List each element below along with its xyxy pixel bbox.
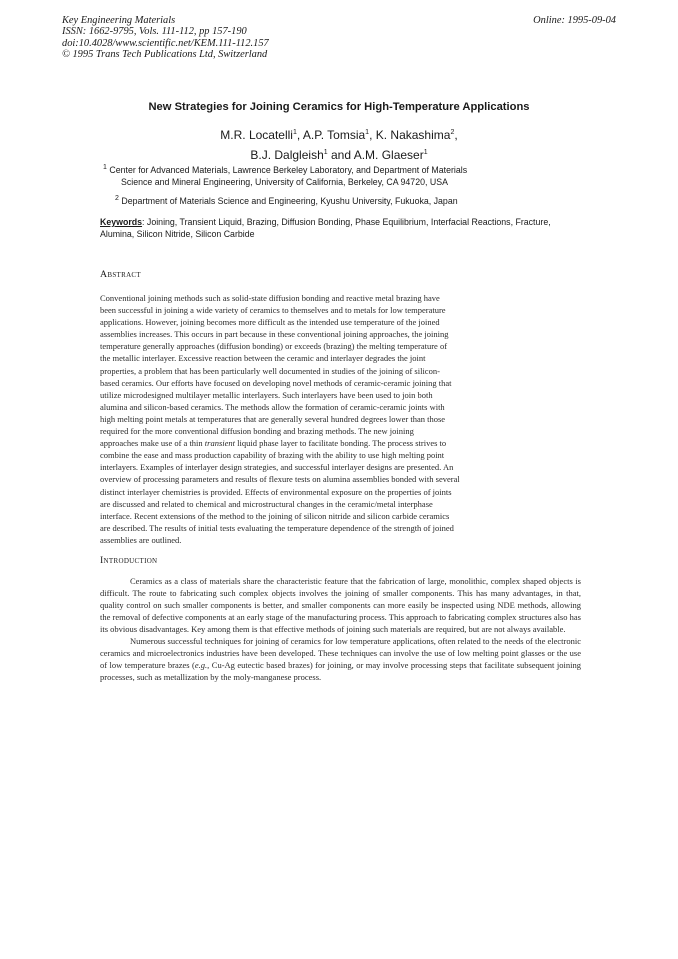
journal-issn: ISSN: 1662-9795, Vols. 111-112, pp 157-190 (62, 26, 247, 38)
introduction-emphasis: e.g. (194, 660, 208, 671)
journal-copyright: © 1995 Trans Tech Publications Ltd, Switzerland (62, 48, 268, 60)
abstract-line: properties, a problem that has been particularly well documented in studies of the joining of silicon- (100, 365, 440, 376)
affiliation-mark: 1 (103, 164, 107, 171)
keywords (100, 217, 580, 241)
abstract-line: Conventional joining methods such as solid-state diffusion bonding and reactive metal brazing have (100, 293, 440, 303)
abstract-line: temperature generally approaches (diffusion bonding) or exceeds (brazing) the melting temperature of (100, 341, 448, 352)
journal-doi[interactable]: doi:10.4028/www.scientific.net/KEM.111-112.157 (62, 37, 269, 49)
author-line-1: M.R. Locatelli$^1$, A.P. Tomsia$^1$, K. Nakashima$^2$, (220, 128, 458, 142)
abstract-line: interlayers. Examples of interlayer design strategies, and successful interlayer designs are presented. An (100, 462, 454, 473)
abstract-line: assemblies are outlined. (100, 534, 182, 545)
abstract-line: interface. Recent extensions of the method to the joining of silicon nitride and silicon carbide ceramics (100, 510, 450, 521)
paper-title: New Strategies for Joining Ceramics for High-Temperature Applications (148, 101, 530, 113)
introduction-paragraph: Numerous successful techniques for joining of ceramics for low temperature applications, often related to the needs of the electronic ceramics and microelectronics industries have been developed. These techniques can involve the use of low melting point glasses or the use of low temperature brazes (e.g., Cu-Ag eutectic based brazes) for joining, or may involve processing steps that facilitate subsequent joining processes, such as metallization by the moly-manganese process. (100, 636, 581, 683)
journal-name: Key Engineering Materials (62, 15, 176, 26)
abstract-line: based ceramics. Our efforts have focused on developing novel methods of ceramic-ceramic joining that (100, 377, 452, 388)
introduction-paragraph: Ceramics as a class of materials share the characteristic feature that the fabrication of large, monolithic, complex shaped objects is difficult. The route to fabricating such complex objects involves the joining of smaller components. This has many advantages, in that, quality control on such smaller components is better, and smaller components can more easily be inspected using NDE methods, allowing the removal of defective components at an early stage of the manufacturing process. This approach to fabricating complex structures also has its obvious disadvantages. Key among them is that effective methods of joining such materials are required, but are not always available. (100, 576, 581, 635)
author-affiliation-mark: 1 (292, 129, 297, 136)
affiliation-text: Science and Mineral Engineering, University of California, Berkeley, CA 94720, USA (121, 176, 448, 187)
abstract-line: utilize microdesigned multilayer metallic interlayers. Such interlayers have been used to join both (100, 389, 433, 400)
affiliation-mark: 2 (115, 195, 119, 202)
abstract-line: been successful in joining a wide variety of ceramics to themselves and to metals for low temperature (100, 305, 446, 316)
abstract-line: high melting point metals at temperatures that are generally several hundred degrees lower than those (100, 413, 446, 424)
abstract-line: assemblies increases. This occurs in part because in these conventional joining approaches, the joining (100, 329, 449, 340)
abstract-line: combine the ease and mass production capability of brazing with the ability to use high melting point (100, 450, 445, 461)
author-affiliation-mark: 1 (323, 149, 328, 156)
abstract-line: overview of processing parameters and results of flexure tests on alumina assemblies bonded with several (100, 474, 460, 485)
affiliation-text: Department of Materials Science and Engineering, Kyushu University, Fukuoka, Japan (121, 195, 458, 206)
abstract-line: are discussed and related to chemical and microstructural changes in the ceramic/metal interphase (100, 498, 433, 509)
author-name: K. Nakashima (375, 128, 451, 142)
keywords-text: : Joining, Transient Liquid, Brazing, Diffusion Bonding, Phase Equilibrium, Interfacial Reactions, Fracture, Alumina, Silicon Nitride, Silicon Carbide (100, 217, 551, 239)
affiliation-text: Center for Advanced Materials, Lawrence Berkeley Laboratory, and Department of Materials (109, 164, 468, 175)
abstract-heading: Abstract (100, 269, 141, 280)
author-name: A.M. Glaeser (353, 148, 424, 162)
abstract-line: distinct interlayer chemistries is provided. Effects of environmental exposure on the properties of joints (100, 486, 452, 497)
abstract-line: are described. The results of initial tests evaluating the temperature dependence of the strength of joined (100, 522, 454, 533)
author-name: B.J. Dalgleish (250, 148, 324, 162)
abstract-body (100, 292, 581, 546)
author-affiliation-mark: 1 (423, 149, 428, 156)
introduction-heading: Introduction (100, 555, 158, 566)
keywords-label: Keywords (100, 217, 143, 227)
author-affiliation-mark: 1 (365, 129, 370, 136)
introduction-body (100, 575, 581, 683)
author-affiliation-mark: 2 (450, 129, 455, 136)
abstract-line: required for the more conventional diffusion bonding and brazing methods. The new joining (100, 426, 414, 437)
abstract-line: the metallic interlayer. Excessive reaction between the ceramic and interlayer degrades the joint (100, 353, 426, 364)
author-line-2: B.J. Dalgleish$^1$ and A.M. Glaeser$^1$ (250, 148, 428, 162)
abstract-line: alumina and silicon-based ceramics. The methods allow the formation of ceramic-ceramic joints with (100, 401, 445, 412)
abstract-emphasis: transient (204, 438, 236, 449)
affiliation-2 (115, 193, 595, 208)
author-name: A.P. Tomsia (302, 128, 366, 142)
online-date: Online: 1995-09-04 (533, 15, 616, 26)
abstract-line: applications. However, joining becomes more difficult as the intended use temperature of the joined (100, 317, 440, 328)
author-list (0, 124, 678, 164)
abstract-line: approaches make use of a thin transient liquid phase layer to facilitate bonding. The process strives to (100, 438, 447, 449)
author-name: M.R. Locatelli (220, 128, 293, 142)
affiliation-1 (103, 162, 603, 189)
